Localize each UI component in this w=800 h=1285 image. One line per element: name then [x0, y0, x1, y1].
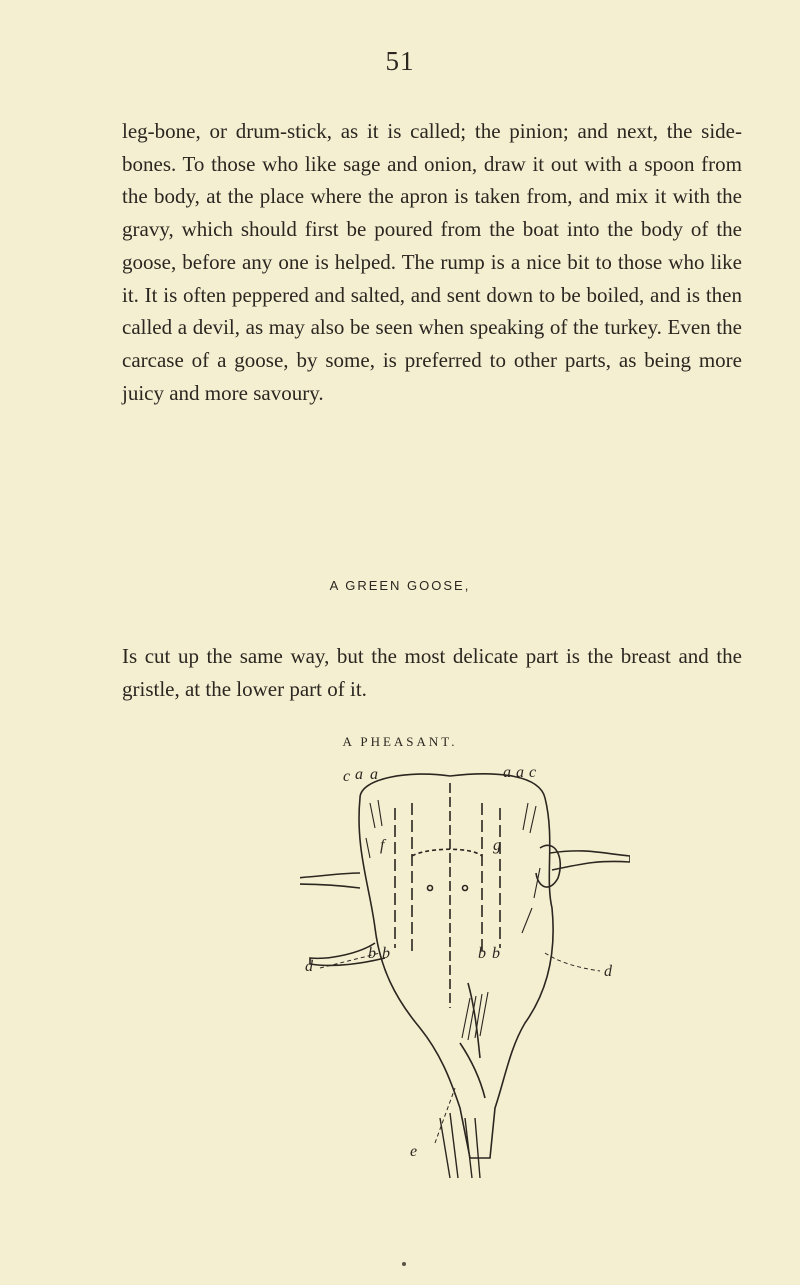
page-number: 51 [385, 46, 415, 76]
pheasant-illustration [300, 758, 630, 1188]
label-c-left: c [343, 768, 351, 785]
paragraph-green-goose: Is cut up the same way, but the most delicate part is the breast and the gristle, at the lower part of it. [122, 644, 742, 701]
heading-green-goose: A GREEN GOOSE, [329, 578, 471, 593]
label-a-4: a [516, 764, 524, 781]
paper-spot [402, 1262, 406, 1266]
label-g: g [493, 837, 501, 854]
heading-pheasant: A PHEASANT. [342, 734, 458, 749]
paragraph-goose-carving: leg-bone, or drum-stick, as it is called; the pinion; and next, the side-bones. To those who like sage and onion, draw it out with a spoon from the body, at the place where the apron is taken from, and mix it with the gravy, which should first be poured from the boat into the body of the goose, before any one is helped. The rump is a nice bit to those who like it. It is often peppered and salted, and sent down to be boiled, and is then called a devil, as may also be seen when speaking of the turkey. Even the carcase of a goose, by some, is preferred to other parts, as being more juicy and more savoury. [122, 119, 742, 405]
label-a-3: a [503, 764, 511, 781]
leader-lines [320, 953, 600, 1143]
label-a-2: a [370, 766, 378, 783]
label-a-1: a [355, 766, 363, 783]
label-c-right: c [529, 764, 537, 781]
bird-outline [300, 774, 630, 1178]
label-b-2: b [382, 945, 390, 962]
label-b-1: b [368, 945, 376, 962]
label-f: f [380, 837, 385, 854]
label-b-3: b [478, 945, 486, 962]
label-b-4: b [492, 945, 500, 962]
pheasant-carving-diagram [300, 758, 630, 1188]
label-d-left: d [305, 958, 313, 975]
label-e: e [410, 1143, 418, 1160]
label-d-right: d [604, 963, 612, 980]
body-text [122, 115, 742, 409]
